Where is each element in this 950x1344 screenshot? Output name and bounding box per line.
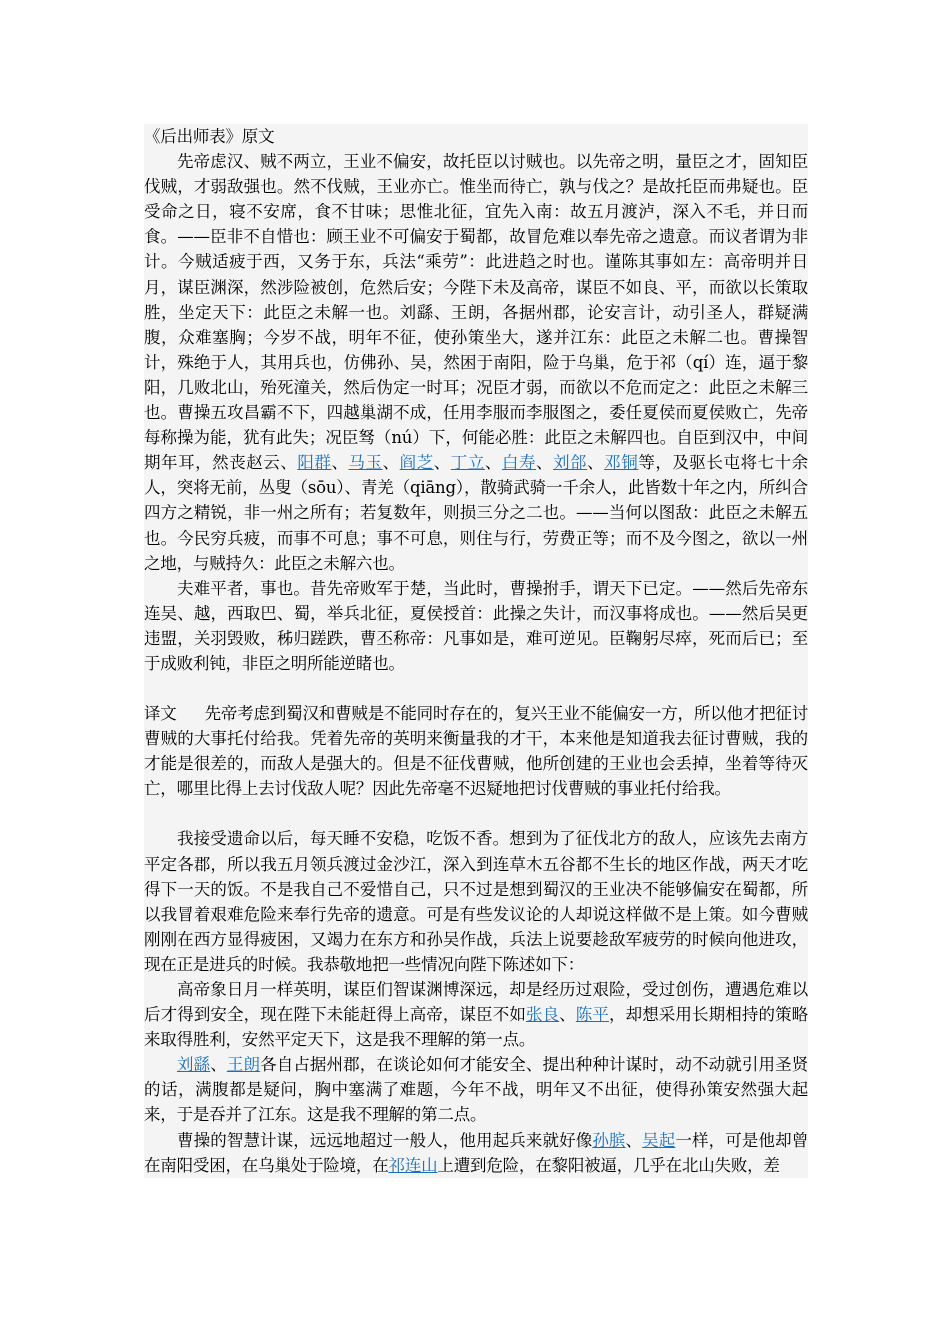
separator: 、: [625, 1130, 643, 1150]
link-dengtong[interactable]: 邓铜: [604, 453, 639, 473]
translation-text-3a: 高帝象日月一样英明，谋臣们智谋渊博深远，却是经历过艰险，受过创伤，遭遇危难以后才得到安全，现在陛下未能赶得上高帝，谋臣不如: [144, 980, 808, 1025]
link-liuhe[interactable]: 刘郃: [553, 453, 588, 473]
link-yangqun[interactable]: 阳群: [297, 453, 332, 473]
link-chenping[interactable]: 陈平: [575, 1005, 609, 1025]
link-zhangliang[interactable]: 张良: [525, 1005, 560, 1025]
separator: 、: [331, 453, 349, 473]
translation-paragraph-2: 我接受遗命以后，每天睡不安稳，吃饭不香。想到为了征伐北方的敌人，应该先去南方平定各郡，所以我五月领兵渡过金沙江，深入到连草木五谷都不生长的地区作战，两天才吃得下一天的饭。不是我自己不爱惜自己，只不过是想到蜀汉的王业决不能够偏安在蜀都，所以我冒着艰难危险来奉行先帝的遗意。可是有些发议论的人却说这样做不是上策。如今曹贼刚刚在西方显得疲困，又竭力在东方和孙吴作战，兵法上说要趁敌军疲劳的时候向他进攻，现在正是进兵的时候。我恭敬地把一些情况向陛下陈述如下：: [144, 829, 808, 974]
spacer: [144, 676, 808, 701]
link-qilianshan[interactable]: 祁连山: [388, 1155, 438, 1175]
separator: 、: [587, 453, 605, 473]
translation-text-4: 各自占据州郡，在谈论如何才能安全、提出种种计谋时，动不动就引用圣贤的话，满腹都是疑问，胸中塞满了难题，今年不战，明年又不出征，使得孙策安然强大起来，于是吞并了江东。这是我不理解的第二点。: [144, 1055, 808, 1125]
original-text-1a: 先帝虑汉、贼不两立，王业不偏安，故托臣以讨贼也。以先帝之明，量臣之才，固知臣伐贼，才弱敌强也。然不伐贼，王业亦亡。惟坐而待亡，孰与伐之？是故托臣而弗疑也。臣受命之日，寝不安席，食不甘味；思惟北征，宜先入南：故五月渡泸，深入不毛，并日而食。——臣非不自惜也：顾王业不可偏安于蜀都，故冒危难以奉先帝之遗意。而议者谓为非计。今贼适疲于西，又务于东，兵法“乘劳”：此进趋之时也。谨陈其事如左：高帝明并日月，谋臣渊深，然涉险被创，危然后安；今陛下未及高帝，谋臣不如良、平，而欲以长策取胜，坐定天下：此臣之未解一也。刘繇、王朗，各据州郡，论安言计，动引圣人，群疑满腹，众难塞胸；今岁不战，明年不征，使孙策坐大，遂并江东：此臣之未解二也。曹操智计，殊绝于人，其用兵也，仿佛孙、吴，然困于南阳，险于乌巢，危于祁（qí）连，逼于黎阳，几败北山，殆死潼关，然后伪定一时耳；况臣才弱，而欲以不危而定之：此臣之未解三也。曹操五攻昌霸不下，四越巢湖不成，任用李服而李服图之，委任夏侯而夏侯败亡，先帝每称操为能，犹有此失；况臣驽（nú）下，何能必胜：此臣之未解四也。自臣到汉中，中间期年耳，然丧赵云、: [144, 152, 808, 473]
translation-paragraph-3: [144, 977, 808, 1052]
translation-paragraph-4: [144, 1052, 808, 1127]
spacer: [144, 801, 808, 826]
link-sunbin[interactable]: 孙膑: [592, 1130, 626, 1150]
original-text-1b: 等，及驱长屯将七十余人，突将无前，丛叟（sōu）、青羌（qiāng），散骑武骑一千余人，此皆数十年之内，所纠合四方之精锐，非一州之所有；若复数年，则损三分之二也。——当何以图敌：此臣之未解五也。今民穷兵疲，而事不可息；事不可息，则住与行，劳费正等；而不及今图之，欲以一州之地，与贼持久：此臣之未解六也。: [144, 453, 808, 573]
separator: 、: [559, 1005, 576, 1025]
translation-text-5b: 一样，可是他却曾在南阳受困，在乌巢处于险境，在: [144, 1130, 808, 1175]
separator: 、: [536, 453, 554, 473]
translation-text-5c: 上遭到危险，在黎阳被逼，几乎在北山失败，差: [437, 1155, 780, 1175]
translation-text-1: 先帝考虑到蜀汉和曹贼是不能同时存在的，复兴王业不能偏安一方，所以他才把征讨曹贼的大事托付给我。凭着先帝的英明来衡量我的才干，本来他是知道我去征讨曹贼，我的才能是很差的，而敌人是强大的。但是不征伐曹贼，他所创建的王业也会丢掉，坐着等待灭亡，哪里比得上去讨伐敌人呢？因此先帝毫不迟疑地把讨伐曹贼的事业托付给我。: [144, 704, 808, 799]
link-dingli[interactable]: 丁立: [450, 453, 485, 473]
page-title: 《后出师表》原文: [144, 127, 275, 146]
link-mayu[interactable]: 马玉: [348, 453, 383, 473]
separator: 、: [484, 453, 502, 473]
link-liuyao[interactable]: 刘繇: [177, 1055, 211, 1075]
separator: 、: [433, 453, 451, 473]
translation-label: 译文: [144, 704, 177, 724]
translation-text-5a: 曹操的智慧计谋，远远地超过一般人，他用起兵来就好像: [177, 1130, 593, 1150]
translation-paragraph-5: [144, 1128, 808, 1178]
link-wuqi[interactable]: 吴起: [642, 1130, 676, 1150]
separator: 、: [210, 1055, 227, 1075]
translation-text-3b: ，却想采用长期相持的策略来取得胜利，安然平定天下，这是我不理解的第一点。: [144, 1005, 808, 1050]
translation-paragraph-1: [144, 701, 808, 801]
original-paragraph-2: 夫难平者，事也。昔先帝败军于楚，当此时，曹操拊手，谓天下已定。——然后先帝东连吴、越，西取巴、蜀，举兵北征，夏侯授首：此操之失计，而汉事将成也。——然后吴更违盟，关羽毁败，秭归蹉跌，曹丕称帝：凡事如是，难可逆见。臣鞠躬尽瘁，死而后已；至于成败利钝，非臣之明所能逆睹也。: [144, 578, 808, 673]
document-body: [144, 124, 808, 1178]
original-paragraph-1: [144, 149, 808, 576]
link-wanglang[interactable]: 王朗: [226, 1055, 261, 1075]
link-baishou[interactable]: 白寿: [501, 453, 537, 473]
link-yanzhi[interactable]: 阎芝: [399, 453, 434, 473]
separator: 、: [382, 453, 400, 473]
